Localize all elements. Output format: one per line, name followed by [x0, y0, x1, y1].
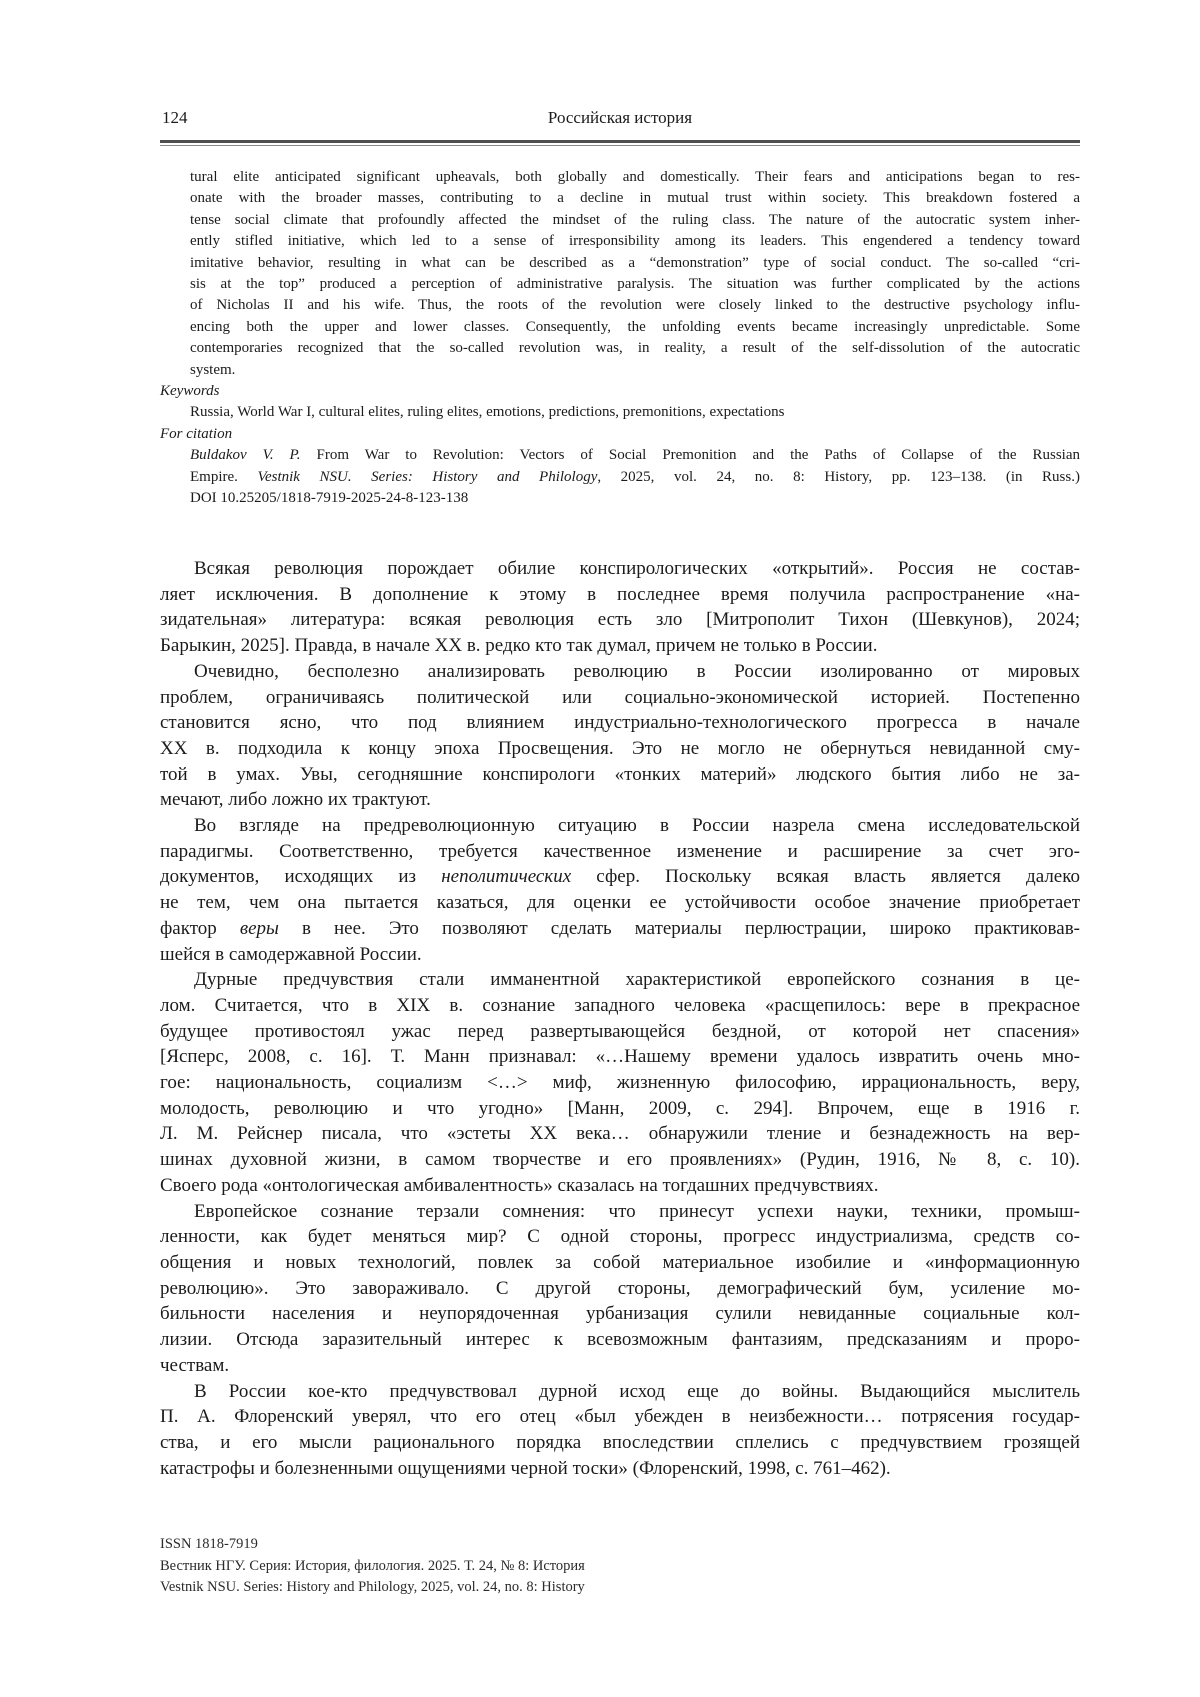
body-line: молодость, революцию и что угодно» [Манн, 2009, с. 294]. Впрочем, еще в 1916 г. [160, 1097, 1080, 1119]
body-line: Всякая революция порождает обилие конспирологических «открытий». Россия не состав- [194, 558, 1080, 579]
body-line: ства, и его мысли рационального порядка впоследствии сплелись с предчувствием грозящей [160, 1431, 1080, 1453]
footer-line: ISSN 1818-7919 [160, 1536, 258, 1552]
citation-text [190, 445, 1080, 509]
body-line: документов, исходящих из неполитических сфер. Поскольку всякая власть является далеко [160, 866, 1080, 888]
body-line: Очевидно, бесполезно анализировать революцию в России изолированно от мировых [194, 660, 1080, 682]
body-line: ляет исключения. В дополнение к этому в последнее время получила распространение «на- [160, 583, 1080, 605]
page-number: 124 [162, 108, 188, 127]
body-line: П. А. Флоренский уверял, что его отец «был убежден в неизбежности… потрясения государ- [160, 1406, 1080, 1428]
body-line: Л. М. Рейснер писала, что «эстеты XX века… обнаружили тление и безнадежность на вер- [160, 1123, 1080, 1145]
abstract-line: tense social climate that profoundly affected the mindset of the ruling class. The nature of the autocratic system inher- [190, 211, 1080, 228]
paragraph [160, 556, 1080, 659]
body-line: общения и новых технологий, повлек за собой материальное изобилие и «информационную [160, 1251, 1080, 1273]
body-line: XX в. подходила к концу эпоха Просвещения. Это не могло не обернуться невиданной сму- [160, 737, 1080, 759]
body-line: бильности населения и неупорядоченная урбанизация сулили невиданные социальные кол- [160, 1303, 1080, 1325]
body-line: революцию». Это завораживало. С другой стороны, демографический бум, усиление мо- [160, 1277, 1080, 1299]
body-line: Барыкин, 2025]. Правда, в начале XX в. редко кто так думал, причем не только в России. [160, 635, 878, 657]
paragraph [160, 967, 1080, 1198]
abstract-line: contemporaries recognized that the so-called revolution was, in reality, a result of the self-dissolution of the autocratic [190, 340, 1080, 357]
body-line: Своего рода «онтологическая амбивалентность» сказалась на тогдашних предчувствиях. [160, 1174, 879, 1196]
paragraph [160, 1199, 1080, 1379]
abstract-line: system. [190, 361, 236, 378]
body-line: катастрофы и болезненными ощущениями черной тоски» (Флоренский, 1998, с. 761–462). [160, 1457, 891, 1479]
body-line: Дурные предчувствия стали имманентной характеристикой европейского сознания в це- [194, 969, 1080, 991]
body-line: зидательная» литература: всякая революция есть зло [Митрополит Тихон (Шевкунов), 2024; [160, 609, 1080, 631]
citation-line: Buldakov V. P. From War to Revolution: Vectors of Social Premonition and the Paths of Collapse of the Russian [190, 447, 1081, 464]
running-title: Российская история [547, 108, 693, 127]
abstract-line: of Nicholas II and his wife. Thus, the roots of the revolution were closely linked to the destructive psychology influ- [190, 297, 1080, 314]
paragraph [160, 659, 1080, 813]
body-line: фактор веры в нее. Это позволяют сделать материалы перлюстрации, широко практиковав- [160, 917, 1080, 939]
body-line: Европейское сознание терзали сомнения: что принесут успехи науки, техники, промыш- [194, 1200, 1080, 1222]
citation-line: DOI 10.25205/1818-7919-2025-24-8-123-138 [190, 490, 469, 507]
abstract-section [160, 167, 1080, 510]
keywords-text: Russia, World War I, cultural elites, ruling elites, emotions, predictions, premonitions, expectations [190, 404, 785, 421]
paragraph [160, 1379, 1080, 1482]
citation-label: For citation [160, 425, 233, 442]
header-rule [160, 140, 1080, 146]
abstract-text [190, 167, 1080, 381]
body-line: становится ясно, что под влиянием индустриально-технологического прогресса в начале [160, 712, 1080, 734]
body-line: проблем, ограничиваясь политической или социально-экономической историей. Постепенно [160, 686, 1080, 708]
body-line: гое: национальность, социализм <…> миф, жизненную философию, иррациональность, веру, [160, 1072, 1080, 1094]
body-line: мечают, либо ложно их трактуют. [160, 789, 431, 811]
abstract-line: sis at the top” produced a perception of administrative paralysis. The situation was further complicated by the actions [190, 276, 1080, 293]
abstract-line: ently stifled initiative, which led to a sense of irresponsibility among its leaders. This engendered a tendency toward [190, 233, 1080, 250]
body-line: лизии. Отсюда заразительный интерес к всевозможным фантазиям, предсказаниям и проро- [160, 1329, 1080, 1351]
abstract-line: imitative behavior, resulting in what can be described as a “demonstration” type of social conduct. The so-called “cri- [190, 254, 1080, 271]
body-line: шейся в самодержавной России. [160, 943, 422, 965]
body-line: чествам. [160, 1354, 230, 1376]
body-line: лом. Считается, что в XIX в. сознание западного человека «расщепилось: вере в прекрасное [160, 994, 1080, 1016]
body-line: парадигмы. Соответственно, требуется качественное изменение и расширение за счет эго- [160, 840, 1080, 862]
abstract-line: tural elite anticipated significant upheavals, both globally and domestically. Their fears and anticipations began to res- [190, 169, 1080, 185]
abstract-line: encing both the upper and lower classes. Consequently, the unfolding events became increasingly unpredictable. Some [190, 318, 1080, 335]
body-line: Во взгляде на предреволюционную ситуацию в России назрела смена исследовательской [194, 815, 1080, 837]
body-line: В России кое-кто предчувствовал дурной исход еще до войны. Выдающийся мыслитель [194, 1380, 1080, 1402]
citation-line: Empire. Vestnik NSU. Series: History and Philology, 2025, vol. 24, no. 8: History, pp. 123–138. (in Russ.) [190, 468, 1080, 485]
footer-line: Вестник НГУ. Серия: История, филология. 2025. Т. 24, № 8: История [160, 1557, 585, 1574]
body-line: той в умах. Увы, сегодняшние конспирологи «тонких материй» людского бытия либо не за- [160, 763, 1080, 785]
body-line: будущее противостоял ужас перед развертывающейся бездной, от которой нет спасения» [160, 1020, 1080, 1042]
body-line: шинах духовной жизни, в самом творчестве и его проявлениях» (Рудин, 1916, № 8, с. 10). [160, 1149, 1080, 1171]
footer-line: Vestnik NSU. Series: History and Philology, 2025, vol. 24, no. 8: History [160, 1579, 585, 1595]
body-line: ленности, как будет меняться мир? С одной стороны, прогресс индустриализма, средств со- [160, 1226, 1080, 1248]
body-line: не тем, чем она пытается казаться, для оценки ее устойчивости особое значение приобретает [160, 892, 1080, 914]
article-body [160, 556, 1080, 1481]
paragraph [160, 813, 1080, 967]
keywords-label: Keywords [160, 383, 220, 400]
abstract-line: onate with the broader masses, contributing to a decline in mutual trust within society. This breakdown fostered a [190, 190, 1080, 207]
page-footer [160, 1534, 1080, 1599]
body-line: [Ясперс, 2008, с. 16]. Т. Манн признавал: «…Нашему времени удалось извратить очень мно- [160, 1046, 1080, 1068]
page-header [160, 108, 1080, 134]
